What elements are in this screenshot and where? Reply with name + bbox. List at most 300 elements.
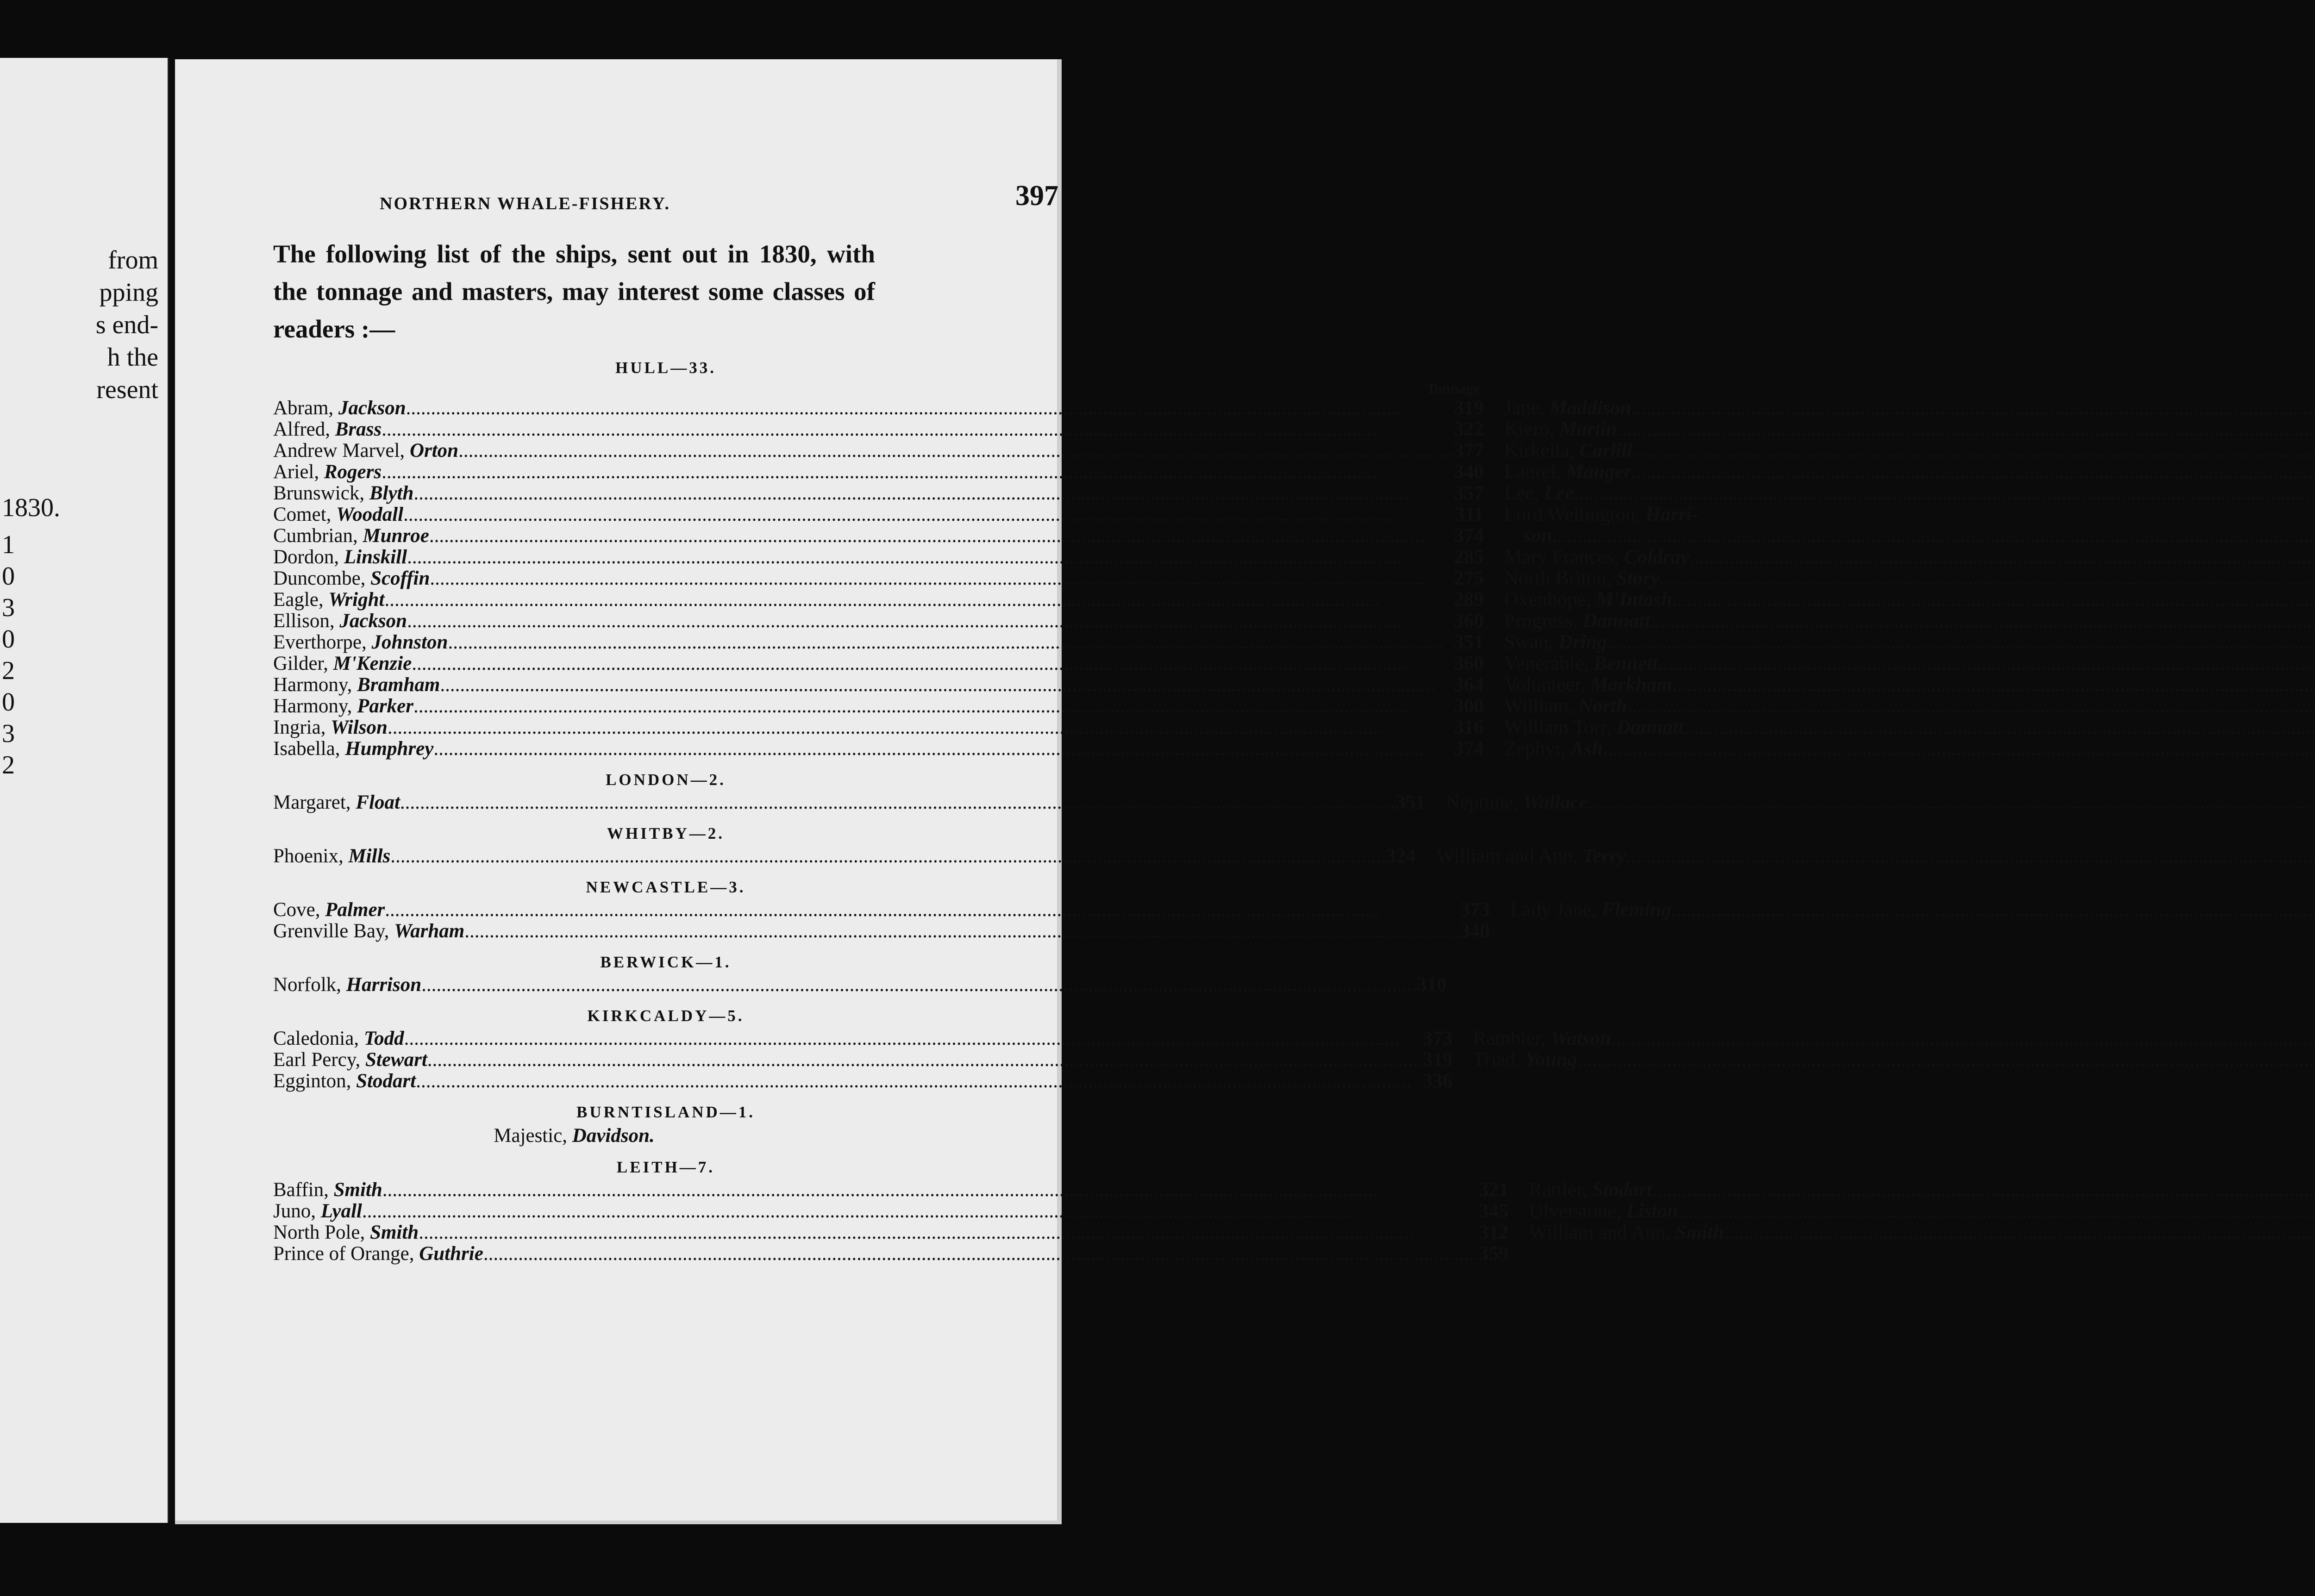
tonnage-value: 316 [1454, 717, 1484, 738]
master-name: Fleming [1601, 899, 1671, 921]
ship-name: Ariel, [273, 461, 324, 483]
leader-dots [1678, 1201, 2315, 1222]
master-name: Wright [328, 589, 385, 611]
master-name: Orton [409, 440, 459, 461]
tonnage-value: 345 [1478, 1200, 1509, 1222]
tonnage-value: 340 [1454, 461, 1484, 483]
ship-name: Lee, [1504, 482, 1544, 504]
ship-and-master [273, 568, 430, 589]
ship-name: Kirkella, [1504, 440, 1579, 461]
ship-entry [1504, 589, 2315, 611]
ship-name: William and Ann, [1436, 845, 1583, 867]
ship-and-master [273, 398, 406, 419]
running-title: NORTHERN WHALE-FISHERY. [380, 194, 670, 213]
ship-and-master [1504, 568, 1660, 589]
master-name: Johnston [371, 631, 448, 653]
leader-dots [1658, 653, 2315, 674]
ship-entry [273, 674, 1484, 696]
ship-name: Eagle, [273, 589, 329, 611]
ship-and-master [273, 653, 412, 674]
ship-entry [273, 1243, 1508, 1265]
page-number: 397 [1015, 180, 1058, 212]
leader-dots [448, 632, 1454, 653]
ship-and-master [1504, 589, 1672, 611]
tonnage-value: 351 [1454, 631, 1484, 653]
ship-entry [273, 1028, 1452, 1049]
ship-and-master [273, 974, 421, 996]
master-name: Rogers [324, 461, 382, 483]
left-column [273, 380, 1494, 760]
ship-name: Laurel, [1504, 461, 1566, 483]
tonnage-value: 285 [1454, 546, 1484, 568]
ship-and-master [273, 1243, 483, 1265]
ship-and-master [1529, 1222, 1724, 1243]
ship-and-master [273, 483, 413, 504]
master-name: Munroe [363, 525, 429, 547]
port-heading: WHITBY—2. [607, 824, 725, 842]
ship-entry [1504, 440, 2315, 461]
ship-and-master [1504, 632, 1607, 653]
ship-and-master [273, 1179, 382, 1201]
ship-name: Oxenhope, [1504, 589, 1596, 611]
ship-and-master [273, 504, 403, 525]
ship-name: Ellison, [273, 610, 340, 632]
ship-entry [273, 398, 1484, 419]
master-name: Smith [370, 1222, 419, 1243]
ship-and-master [1529, 1179, 1652, 1201]
ship-and-master [273, 440, 458, 461]
leader-dots [362, 1201, 1479, 1222]
port-heading: BERWICK—1. [600, 953, 732, 971]
leader-dots [1552, 525, 2315, 547]
master-name: Scoffin [370, 567, 430, 589]
tonnage-value: 322 [1454, 418, 1484, 440]
master-name: Dannatt [1583, 610, 1650, 632]
leader-dots [429, 525, 1454, 547]
two-column-list [273, 845, 1626, 867]
ship-entry [1504, 398, 2315, 419]
leader-dots [1650, 611, 2315, 632]
left-page-number-fragment: 1 [2, 530, 15, 559]
ship-entry [1504, 738, 2315, 760]
master-name: Humphrey [345, 738, 434, 760]
ship-entry [1510, 899, 2315, 921]
ship-name: Gilder, [273, 653, 333, 674]
left-page-text-fragment: h the [107, 343, 158, 372]
ship-name: Baffin, [273, 1179, 334, 1201]
leader-dots [382, 461, 1454, 483]
ship-and-master [1504, 674, 1672, 696]
ship-and-master [1504, 717, 1684, 738]
master-name: Liston [1626, 1200, 1678, 1222]
master-name: M'Kenzie [333, 653, 412, 674]
ship-name: Cove, [273, 899, 325, 921]
master-name: Mills [348, 845, 391, 867]
tonnage-value: 374 [1454, 525, 1484, 547]
ship-and-master [1504, 419, 1617, 440]
leader-dots [1633, 440, 2315, 461]
master-name: Maddison [1549, 397, 1632, 419]
tonnage-value: 360 [1454, 653, 1484, 674]
master-name: Ash [1570, 738, 1603, 760]
ship-name: William, [1504, 695, 1579, 717]
leader-dots [1724, 1222, 2315, 1243]
ship-and-master [273, 717, 388, 738]
ship-and-master [273, 674, 440, 696]
left-page-number-fragment: 3 [2, 593, 15, 622]
tonnage-value: 336 [1422, 1070, 1453, 1092]
ship-name: Grenville Bay, [273, 920, 394, 942]
ship-entry [1504, 717, 2315, 738]
ship-entry [273, 1222, 1508, 1243]
ship-name: Norfolk, [273, 974, 346, 996]
master-name: Watson [1551, 1028, 1611, 1049]
leader-dots [382, 419, 1454, 440]
tonnage-value: 319 [1454, 397, 1484, 419]
left-page-number-fragment: 0 [2, 625, 15, 654]
right-column [1426, 846, 2315, 867]
ship-name: Jane, [1504, 397, 1550, 419]
ship-entry [273, 1179, 1508, 1201]
ship-entry [1504, 611, 2315, 632]
leader-dots [1603, 738, 2315, 760]
ship-and-master [1510, 899, 1671, 921]
ship-and-master [1504, 398, 1632, 419]
ship-name: Swan, [1504, 631, 1558, 653]
ship-entry [273, 1049, 1452, 1071]
leader-dots [1672, 674, 2315, 696]
ship-entry [273, 792, 1425, 813]
port-heading: LONDON—2. [606, 771, 726, 789]
master-name: Brass [335, 418, 382, 440]
ship-name: Neptune, [1445, 792, 1523, 813]
leader-dots [400, 792, 1395, 813]
ship-entry [273, 1124, 875, 1147]
ship-entry [273, 419, 1484, 440]
ship-name: Abram, [273, 397, 338, 419]
ship-entry [273, 525, 1484, 547]
master-name: Lyall [320, 1200, 362, 1222]
master-name: Warham [394, 920, 465, 942]
tonnage-value: 321 [1478, 1179, 1509, 1201]
ship-name: Ulverstone, [1529, 1200, 1627, 1222]
left-page-text-fragment: from [108, 246, 158, 274]
ship-name: Harmony, [273, 695, 357, 717]
tonnage-column-header: Tonnage. [1426, 380, 1484, 397]
master-name: Harrison [346, 974, 422, 996]
ship-entry [273, 974, 1447, 996]
ship-name: Majestic, [494, 1125, 572, 1147]
leader-dots [1617, 419, 2315, 440]
leader-dots [1631, 398, 2315, 419]
master-name: Young [1525, 1049, 1577, 1071]
leader-dots [404, 1028, 1423, 1049]
ship-and-master [1504, 483, 1574, 504]
leader-dots [412, 653, 1454, 674]
master-name: Jackson [338, 397, 406, 419]
ship-name: Mary Frances, [1504, 546, 1624, 568]
ship-entry [273, 504, 1484, 525]
ship-and-master [273, 921, 464, 942]
tonnage-value: 364 [1454, 674, 1484, 696]
ship-name: Egginton, [273, 1070, 357, 1092]
tonnage-value: 340 [1460, 920, 1490, 942]
master-name: Stewart [365, 1049, 427, 1071]
master-name: Carlill [1579, 440, 1633, 461]
ship-name: Alfred, [273, 418, 335, 440]
tonnage-value: 374 [1454, 738, 1484, 760]
leader-dots [1689, 547, 2315, 568]
master-name: Todd [363, 1028, 404, 1049]
tonnage-value: 310 [1417, 974, 1447, 996]
ship-entry [273, 440, 1484, 461]
ship-entry [1529, 1222, 2315, 1243]
tonnage-value: 373 [1422, 1028, 1453, 1049]
leader-dots [421, 974, 1417, 996]
left-column [273, 899, 1500, 942]
ship-name: Comet, [273, 504, 337, 525]
ship-entry [1436, 846, 2315, 867]
port-heading: KIRKCALDY—5. [587, 1007, 745, 1025]
master-name: Martin [1559, 418, 1617, 440]
ship-entry [273, 589, 1484, 611]
ship-entry [1504, 504, 2315, 525]
tonnage-value: 311 [1455, 504, 1484, 525]
right-column [1463, 1028, 2315, 1092]
running-header [273, 180, 1058, 231]
ship-and-master [1445, 792, 1588, 813]
master-name: Smith [333, 1179, 382, 1201]
left-page-number-fragment: 2 [2, 751, 15, 779]
leader-dots [413, 696, 1454, 717]
right-column [1500, 899, 2315, 942]
master-name: Dring [1558, 631, 1607, 653]
ship-name: Volunteer, [1504, 674, 1590, 696]
left-column [273, 1028, 1463, 1092]
right-column [1519, 1179, 2315, 1265]
leader-dots [407, 611, 1454, 632]
ship-entry [273, 921, 1490, 942]
master-name: Harri- [1645, 504, 1699, 525]
two-column-list [273, 1028, 1611, 1092]
master-name: Dannatt [1616, 717, 1684, 738]
ship-name: North Briton, [1504, 567, 1617, 589]
ship-entry [1504, 632, 2315, 653]
right-column [1435, 792, 2315, 813]
leader-dots [407, 547, 1454, 568]
full-width-list [273, 974, 1447, 996]
leader-dots [382, 1179, 1479, 1201]
leader-dots [1588, 792, 2315, 813]
ship-name: Andrew Marvel, [273, 440, 410, 461]
master-name: North [1578, 695, 1627, 717]
tonnage-value: 289 [1454, 589, 1484, 611]
ship-entry [1504, 483, 2315, 504]
tonnage-value: 324 [1386, 845, 1416, 867]
ship-name: Progress, [1504, 610, 1583, 632]
ship-entry [1504, 525, 2315, 547]
ship-and-master [1529, 1201, 1678, 1222]
ship-entry [273, 483, 1484, 504]
ship-entry [1529, 1179, 2315, 1201]
master-name: Parker [357, 695, 413, 717]
leader-dots [388, 717, 1454, 738]
tonnage-value: 319 [1422, 1049, 1453, 1071]
ship-list [273, 359, 1724, 1265]
ship-and-master [1473, 1049, 1577, 1071]
left-page-text-fragment: s end- [95, 311, 158, 339]
master-name: Jackson [339, 610, 407, 632]
facing-page-fragment [0, 58, 169, 1523]
ship-entry [1529, 1201, 2315, 1222]
ship-entry [1504, 461, 2315, 483]
ship-name: Venerable, [1504, 653, 1594, 674]
tonnage-value: 360 [1454, 610, 1484, 632]
master-name: Woodall [336, 504, 404, 525]
master-name: Terry [1582, 845, 1626, 867]
left-page-number-fragment: 0 [2, 688, 15, 717]
ship-and-master [273, 589, 384, 611]
ship-name: Rattler, [1529, 1179, 1593, 1201]
master-name: Manger [1566, 461, 1632, 483]
ship-and-master [273, 1071, 416, 1092]
ship-name: Kiero, [1504, 418, 1559, 440]
leader-dots [458, 440, 1454, 461]
master-name: Coldray [1624, 546, 1689, 568]
leader-dots [406, 398, 1454, 419]
ship-and-master [1504, 504, 1699, 525]
master-name: Davidson. [572, 1125, 655, 1147]
leader-dots [413, 483, 1454, 504]
ship-entry [273, 1071, 1452, 1092]
ship-and-master [1473, 1028, 1611, 1049]
ship-and-master [273, 1049, 427, 1071]
ship-name: Prince of Orange, [273, 1243, 419, 1265]
ship-name: Isabella, [273, 738, 345, 760]
ship-name: Juno, [273, 1200, 321, 1222]
left-page-text-fragment: pping [99, 278, 158, 307]
master-name: Linskill [344, 546, 407, 568]
ship-entry [273, 696, 1484, 717]
ship-and-master [1504, 547, 1689, 568]
master-name: Bramham [357, 674, 440, 696]
tonnage-value: 312 [1478, 1222, 1509, 1243]
leader-dots [1672, 589, 2315, 611]
ship-name: Cumbrian, [273, 525, 363, 547]
ship-name: North Pole, [273, 1222, 370, 1243]
ship-name: Earl Percy, [273, 1049, 365, 1071]
ship-entry [1504, 674, 2315, 696]
ship-entry [273, 547, 1484, 568]
leader-dots [1626, 846, 2315, 867]
master-name: Blyth [369, 482, 414, 504]
master-name: Stodart [1592, 1179, 1652, 1201]
left-page-number-fragment: 3 [2, 719, 15, 748]
ship-entry [273, 899, 1490, 921]
master-name: Story [1616, 567, 1660, 589]
ship-name: Rambler, [1473, 1028, 1551, 1049]
ship-name: Zephyr, [1504, 738, 1571, 760]
ship-and-master [1504, 440, 1633, 461]
tonnage-value: 373 [1460, 899, 1490, 921]
ship-name: William and Ann, [1529, 1222, 1676, 1243]
leader-dots [1577, 1049, 2315, 1071]
port-heading: NEWCASTLE—3. [586, 878, 746, 896]
two-column-list [273, 792, 1588, 813]
ship-entry [273, 461, 1484, 483]
ship-and-master [273, 525, 429, 547]
ship-name: Lady Jane, [1510, 899, 1602, 921]
leader-dots [430, 568, 1454, 589]
tonnage-value: 275 [1454, 567, 1484, 589]
ship-and-master [273, 738, 433, 760]
leader-dots [1631, 461, 2315, 483]
ship-and-master [273, 1028, 404, 1049]
master-name: Float [356, 792, 400, 813]
port-heading: HULL—33. [615, 359, 716, 377]
port-heading: LEITH—7. [616, 1158, 715, 1176]
two-column-list [273, 1179, 1724, 1265]
ship-name: Brunswick, [273, 482, 369, 504]
leader-dots [464, 921, 1460, 942]
leader-dots [1652, 1179, 2315, 1201]
ship-entry [1473, 1049, 2315, 1071]
ship-and-master [1504, 738, 1603, 760]
leader-dots [1671, 899, 2315, 921]
ship-entry [273, 632, 1484, 653]
right-column [1494, 380, 2315, 760]
master-name: son [1523, 525, 1552, 547]
leader-dots [1611, 1028, 2315, 1049]
ship-name: Duncombe, [273, 567, 371, 589]
ship-and-master [273, 611, 407, 632]
ship-and-master [1504, 696, 1627, 717]
ship-and-master [273, 846, 390, 867]
ship-and-master [273, 419, 382, 440]
tonnage-value: 359 [1478, 1243, 1509, 1265]
ship-name: Margaret, [273, 792, 356, 813]
leader-dots [1574, 483, 2315, 504]
ship-and-master [273, 792, 400, 813]
leader-dots [385, 899, 1460, 921]
intro-paragraph: The following list of the ships, sent out in 1830, with the tonnage and masters, may interest some classes of readers :— [273, 240, 875, 343]
left-page-number-fragment: 2 [2, 656, 15, 685]
leader-dots [1659, 568, 2315, 589]
leader-dots [427, 1049, 1423, 1071]
ship-and-master [273, 899, 385, 921]
ship-entry [273, 568, 1484, 589]
master-name: Markham [1590, 674, 1672, 696]
left-page-text-fragment: resent [96, 375, 158, 404]
ship-entry [273, 717, 1484, 738]
master-name: Wilson [331, 717, 388, 738]
leader-dots [483, 1243, 1479, 1265]
leader-dots [403, 504, 1455, 525]
master-name: M'Intosh [1595, 589, 1672, 611]
ship-and-master [273, 632, 448, 653]
ship-entry [1473, 1028, 2315, 1049]
tonnage-value: 357 [1454, 482, 1484, 504]
leader-dots [384, 589, 1454, 611]
ship-entry [1504, 696, 2315, 717]
book-page [175, 59, 1724, 1524]
master-name: Stodart [356, 1070, 416, 1092]
ship-name: Caledonia, [273, 1028, 364, 1049]
ship-name: Triad, [1473, 1049, 1526, 1071]
leader-dots [416, 1071, 1423, 1092]
tonnage-column-header [1504, 380, 2315, 398]
master-name: Bennett [1594, 653, 1658, 674]
